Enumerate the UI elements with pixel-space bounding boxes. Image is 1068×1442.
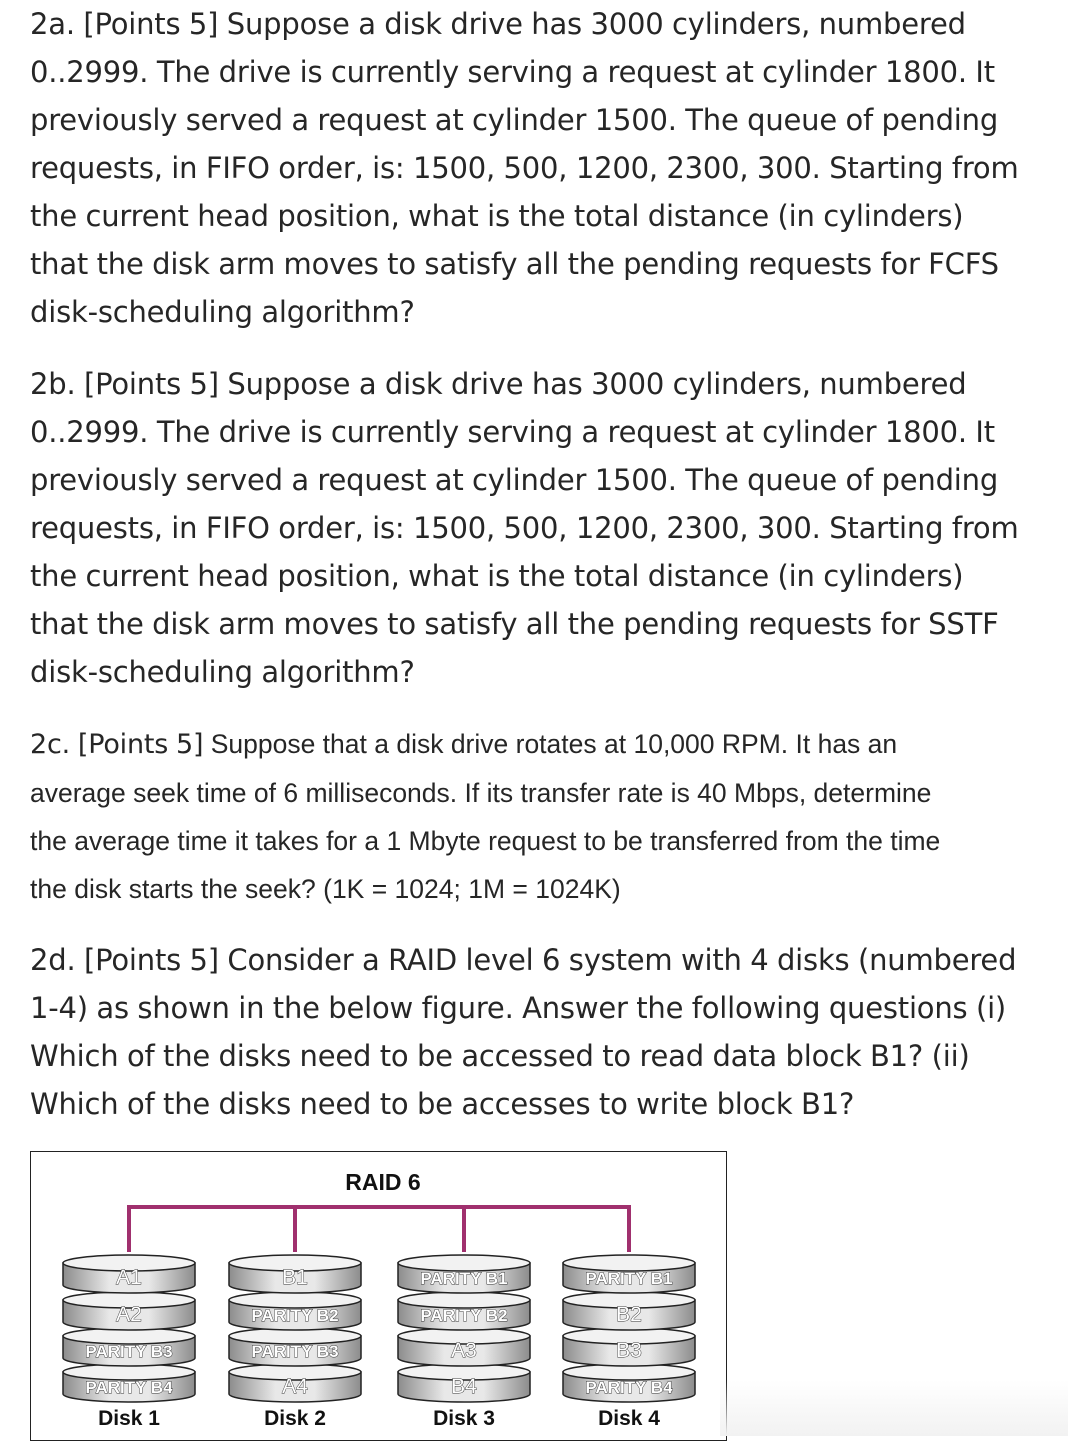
question-2b-line: previously served a request at cylinder 1500. The queue of pending (30, 463, 999, 497)
disk-name: Disk 4 (598, 1407, 660, 1430)
block-label: B2 (616, 1303, 642, 1326)
question-2c-line: the disk starts the seek? (1K = 1024; 1M = 1024K) (30, 874, 621, 904)
corner-shadow (720, 1380, 1068, 1436)
block-label: A4 (282, 1375, 308, 1398)
block-label: PARITY B2 (251, 1306, 339, 1325)
disk-name: Disk 3 (433, 1407, 495, 1430)
question-2a-line: 2a. [Points 5] Suppose a disk drive has 3000 cylinders, numbered (30, 7, 966, 41)
block-label: B3 (616, 1339, 642, 1362)
disk-3 (398, 1255, 530, 1430)
question-2a-line: previously served a request at cylinder 1500. The queue of pending (30, 103, 999, 137)
block-label: A1 (116, 1266, 142, 1289)
block-label: PARITY B1 (585, 1269, 673, 1288)
figure-title: RAID 6 (345, 1169, 421, 1195)
question-2b-line: that the disk arm moves to satisfy all the pending requests for SSTF (30, 607, 999, 641)
disk-array (63, 1255, 695, 1430)
disk-name: Disk 2 (264, 1407, 326, 1430)
block-label: PARITY B4 (85, 1378, 173, 1397)
block-label: PARITY B4 (585, 1378, 673, 1397)
question-2c-line: average seek time of 6 milliseconds. If its transfer rate is 40 Mbps, determine (30, 778, 932, 808)
question-2d (30, 936, 1060, 1128)
raid-bus (129, 1205, 629, 1252)
raid6-figure (30, 1151, 727, 1441)
question-2b-line: 2b. [Points 5] Suppose a disk drive has 3000 cylinders, numbered (30, 367, 967, 401)
question-2b-line: disk-scheduling algorithm? (30, 655, 415, 689)
question-2d-line: Which of the disks need to be accessed to read data block B1? (ii) (30, 1039, 970, 1073)
disk-name: Disk 1 (98, 1407, 160, 1430)
question-2c-line: the average time it takes for a 1 Mbyte request to be transferred from the time (30, 826, 941, 856)
block-label: PARITY B1 (420, 1269, 508, 1288)
question-2c-line: Suppose that a disk drive rotates at 10,000 RPM. It has an (203, 729, 898, 759)
block-label: PARITY B3 (85, 1342, 173, 1361)
question-2b-line: requests, in FIFO order, is: 1500, 500, 1200, 2300, 300. Starting from (30, 511, 1019, 545)
question-2c (30, 720, 1060, 913)
question-2a-line: that the disk arm moves to satisfy all the pending requests for FCFS (30, 247, 999, 281)
question-2a-line: 0..2999. The drive is currently serving a request at cylinder 1800. It (30, 55, 995, 89)
question-2a (30, 0, 1060, 336)
block-label: PARITY B2 (420, 1306, 508, 1325)
block-label: PARITY B3 (251, 1342, 339, 1361)
question-2a-line: the current head position, what is the total distance (in cylinders) (30, 199, 964, 233)
question-2a-line: requests, in FIFO order, is: 1500, 500, 1200, 2300, 300. Starting from (30, 151, 1019, 185)
question-2d-line: Which of the disks need to be accesses to write block B1? (30, 1087, 855, 1121)
question-2b-line: 0..2999. The drive is currently serving a request at cylinder 1800. It (30, 415, 995, 449)
disk-4 (563, 1255, 695, 1430)
block-label: A3 (451, 1339, 477, 1362)
raid6-diagram (31, 1152, 728, 1442)
question-2b-line: the current head position, what is the total distance (in cylinders) (30, 559, 964, 593)
disk-1 (63, 1255, 195, 1430)
question-2b (30, 360, 1060, 696)
question-2d-line: 1-4) as shown in the below figure. Answer the following questions (i) (30, 991, 1007, 1025)
disk-2 (229, 1255, 361, 1430)
block-label: B4 (451, 1375, 477, 1398)
question-2c-prefix: 2c. [Points 5] (30, 729, 204, 760)
question-2d-line: 2d. [Points 5] Consider a RAID level 6 system with 4 disks (numbered (30, 943, 1017, 977)
question-2a-line: disk-scheduling algorithm? (30, 295, 415, 329)
block-label: A2 (116, 1303, 142, 1326)
block-label: B1 (282, 1266, 308, 1289)
